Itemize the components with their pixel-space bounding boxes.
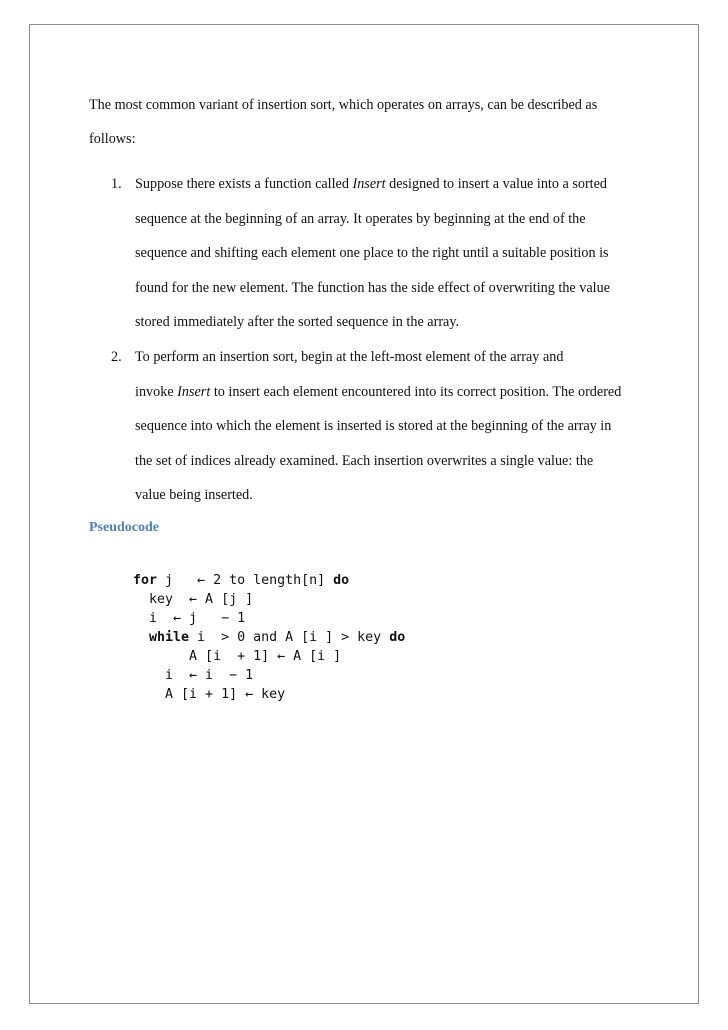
code-keyword: for bbox=[133, 573, 158, 588]
list-item bbox=[89, 340, 679, 513]
code-keyword: do bbox=[389, 630, 406, 645]
list-number: 1. bbox=[111, 176, 122, 192]
code-line: while i > 0 and A [i ] > key do bbox=[149, 630, 406, 645]
list-line: value being inserted. bbox=[135, 487, 253, 504]
code-line: A [i + 1] ← A [i ] bbox=[189, 649, 342, 664]
list-line: the set of indices already examined. Each insertion overwrites a single value: the bbox=[135, 452, 594, 469]
list-line: found for the new element. The function has the side effect of overwriting the value bbox=[135, 279, 610, 296]
code-line: for j ← 2 to length[n] do bbox=[133, 573, 350, 588]
code-line: i ← i − 1 bbox=[165, 668, 254, 683]
list-line: To perform an insertion sort, begin at the left-most element of the array and bbox=[135, 348, 564, 365]
list-line: sequence into which the element is inserted is stored at the beginning of the array in bbox=[135, 418, 612, 435]
function-name: Insert bbox=[352, 176, 386, 192]
section-heading: Pseudocode bbox=[89, 520, 159, 535]
list-line: sequence at the beginning of an array. It operates by beginning at the end of the bbox=[135, 210, 586, 227]
code-keyword: do bbox=[333, 573, 350, 588]
list-line: Suppose there exists a function called Insert designed to insert a value into a sorted bbox=[135, 176, 608, 192]
list-item bbox=[89, 167, 679, 340]
list-line: sequence and shifting each element one place to the right until a suitable position is bbox=[135, 245, 609, 262]
code-line: A [i + 1] ← key bbox=[165, 687, 286, 702]
pseudocode-block bbox=[133, 571, 405, 704]
list-line: stored immediately after the sorted sequence in the array. bbox=[135, 314, 460, 331]
list-number: 2. bbox=[111, 348, 122, 365]
code-line: key ← A [j ] bbox=[149, 592, 254, 607]
function-name: Insert bbox=[177, 383, 211, 400]
intro-line: follows: bbox=[89, 131, 136, 147]
steps-list bbox=[89, 167, 679, 513]
intro-paragraph bbox=[89, 88, 669, 156]
intro-line: The most common variant of insertion sort, which operates on arrays, can be described as bbox=[89, 97, 598, 113]
code-line: i ← j − 1 bbox=[149, 611, 246, 626]
code-keyword: while bbox=[149, 630, 190, 645]
list-line: invoke Insert to insert each element encountered into its correct position. The ordered bbox=[135, 383, 622, 400]
